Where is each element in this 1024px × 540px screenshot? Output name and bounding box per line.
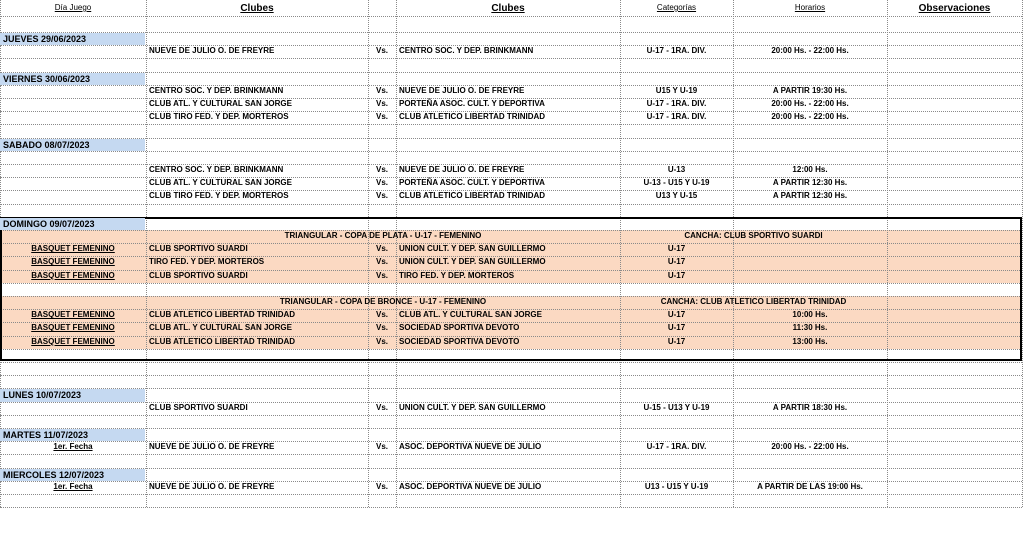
header-horarios: Horarios xyxy=(794,3,826,12)
grid-row-line xyxy=(0,283,1022,284)
grid-row-line xyxy=(0,454,1022,455)
row-label: BASQUET FEMENINO xyxy=(31,310,115,320)
home-club: CLUB SPORTIVO SUARDI xyxy=(149,244,248,254)
home-club: CLUB SPORTIVO SUARDI xyxy=(149,402,248,412)
tournament-title: TRIANGULAR - COPA DE PLATA - U-17 - FEMENINO xyxy=(284,231,482,240)
grid-row-line xyxy=(0,375,1022,376)
vs-label: Vs. xyxy=(375,112,388,122)
row-label: BASQUET FEMENINO xyxy=(31,323,115,333)
category: U-15 - U13 Y U-19 xyxy=(643,402,710,412)
grid-row-line xyxy=(0,507,1022,508)
home-club: CLUB ATLETICO LIBERTAD TRINIDAD xyxy=(149,336,296,346)
vs-label: Vs. xyxy=(375,402,388,412)
home-club: NUEVE DE JULIO O. DE FREYRE xyxy=(149,442,275,452)
schedule-time: 10:00 Hs. xyxy=(792,310,828,320)
vs-label: Vs. xyxy=(375,46,388,56)
vs-label: Vs. xyxy=(375,165,388,174)
day-header: VIERNES 30/06/2023 xyxy=(0,73,145,85)
court-label: CANCHA: CLUB SPORTIVO SUARDI xyxy=(684,231,823,240)
away-club: ASOC. DEPORTIVA NUEVE DE JULIO xyxy=(399,442,542,452)
category: U-13 xyxy=(667,165,686,174)
grid-row-line xyxy=(0,415,1022,416)
vs-label: Vs. xyxy=(375,244,388,254)
vs-label: Vs. xyxy=(375,481,388,491)
tournament-title: TRIANGULAR - COPA DE BRONCE - U-17 - FEMENINO xyxy=(279,297,487,306)
home-club: CLUB ATL. Y CULTURAL SAN JORGE xyxy=(149,178,292,188)
row-label: BASQUET FEMENINO xyxy=(31,244,115,254)
away-club: CLUB ATL. Y CULTURAL SAN JORGE xyxy=(399,310,542,320)
grid-row-line xyxy=(0,151,1022,152)
grid-row-line xyxy=(0,428,1022,429)
category: U-13 - U15 Y U-19 xyxy=(643,178,710,188)
away-club: PORTEÑA ASOC. CULT. Y DEPORTIVA xyxy=(399,178,545,188)
header-clubes-local: Clubes xyxy=(240,3,274,14)
category: U-17 - 1RA. DIV. xyxy=(646,46,707,56)
grid-row-line xyxy=(0,349,1022,350)
schedule-time: A PARTIR 12:30 Hs. xyxy=(772,191,848,201)
grid-row-line xyxy=(0,204,1022,205)
vs-label: Vs. xyxy=(375,310,388,320)
category: U-17 xyxy=(667,270,686,280)
vs-label: Vs. xyxy=(375,191,388,201)
row-label: BASQUET FEMENINO xyxy=(31,336,115,346)
header-categorias: Categorías xyxy=(656,3,697,12)
row-label: BASQUET FEMENINO xyxy=(31,270,115,280)
row-label: 1er. Fecha xyxy=(53,481,93,491)
vs-label: Vs. xyxy=(375,270,388,280)
category: U15 Y U-19 xyxy=(655,85,698,95)
header-observaciones: Observaciones xyxy=(918,3,991,14)
away-club: ASOC. DEPORTIVA NUEVE DE JULIO xyxy=(399,481,542,491)
schedule-time: A PARTIR 19:30 Hs. xyxy=(772,85,848,95)
schedule-time: A PARTIR 12:30 Hs. xyxy=(772,178,848,188)
schedule-time: 20:00 Hs. - 22:00 Hs. xyxy=(771,112,849,122)
day-header: JUEVES 29/06/2023 xyxy=(0,33,145,45)
vs-label: Vs. xyxy=(375,442,388,452)
section-border xyxy=(0,217,1022,219)
day-header: MARTES 11/07/2023 xyxy=(0,429,145,441)
home-club: CLUB TIRO FED. Y DEP. MORTEROS xyxy=(149,191,289,201)
home-club: CENTRO SOC. Y DEP. BRINKMANN xyxy=(149,85,284,95)
vs-label: Vs. xyxy=(375,323,388,333)
home-club: CLUB ATL. Y CULTURAL SAN JORGE xyxy=(149,99,292,108)
header-dia-juego: Día Juego xyxy=(54,3,92,12)
away-club: NUEVE DE JULIO O. DE FREYRE xyxy=(399,85,525,95)
row-label: BASQUET FEMENINO xyxy=(31,257,115,267)
home-club: NUEVE DE JULIO O. DE FREYRE xyxy=(149,46,275,56)
home-club: NUEVE DE JULIO O. DE FREYRE xyxy=(149,481,275,491)
day-header: SABADO 08/07/2023 xyxy=(0,139,145,151)
away-club: NUEVE DE JULIO O. DE FREYRE xyxy=(399,165,525,174)
day-header: LUNES 10/07/2023 xyxy=(0,389,145,401)
vs-label: Vs. xyxy=(375,99,388,108)
category: U-17 - 1RA. DIV. xyxy=(646,99,707,108)
vs-label: Vs. xyxy=(375,336,388,346)
schedule-time: 20:00 Hs. - 22:00 Hs. xyxy=(771,46,849,56)
grid-row-line xyxy=(0,468,1022,469)
home-club: TIRO FED. Y DEP. MORTEROS xyxy=(149,257,265,267)
grid-row-line xyxy=(0,72,1022,73)
vs-label: Vs. xyxy=(375,257,388,267)
away-club: UNION CULT. Y DEP. SAN GUILLERMO xyxy=(399,402,546,412)
category: U-17 - 1RA. DIV. xyxy=(646,112,707,122)
grid-header-line xyxy=(0,16,1022,17)
home-club: CENTRO SOC. Y DEP. BRINKMANN xyxy=(149,165,284,174)
home-club: CLUB ATL. Y CULTURAL SAN JORGE xyxy=(149,323,292,333)
grid-row-line xyxy=(0,362,1022,363)
away-club: SOCIEDAD SPORTIVA DEVOTO xyxy=(399,336,520,346)
category: U-17 xyxy=(667,336,686,346)
category: U-17 xyxy=(667,310,686,320)
category: U-17 xyxy=(667,244,686,254)
away-club: UNION CULT. Y DEP. SAN GUILLERMO xyxy=(399,244,546,254)
grid-row-line xyxy=(0,494,1022,495)
grid-row-line xyxy=(0,124,1022,125)
day-header: DOMINGO 09/07/2023 xyxy=(0,218,145,230)
grid-column-line xyxy=(887,0,888,507)
schedule-time: 13:00 Hs. xyxy=(792,336,828,346)
schedule-time: A PARTIR DE LAS 19:00 Hs. xyxy=(757,481,863,491)
away-club: UNION CULT. Y DEP. SAN GUILLERMO xyxy=(399,257,546,267)
grid-row-line xyxy=(0,32,1022,33)
schedule-time: 12:00 Hs. xyxy=(792,165,828,174)
category: U-17 - 1RA. DIV. xyxy=(646,442,707,452)
schedule-time: A PARTIR 18:30 Hs. xyxy=(772,402,848,412)
schedule-time: 11:30 Hs. xyxy=(792,323,828,333)
category: U13 - U15 Y U-19 xyxy=(644,481,709,491)
day-header: MIERCOLES 12/07/2023 xyxy=(0,469,145,481)
home-club: CLUB SPORTIVO SUARDI xyxy=(149,270,248,280)
court-label: CANCHA: CLUB ATLETICO LIBERTAD TRINIDAD xyxy=(660,297,847,306)
away-club: CLUB ATLETICO LIBERTAD TRINIDAD xyxy=(399,191,546,201)
grid-row-line xyxy=(0,388,1022,389)
away-club: SOCIEDAD SPORTIVA DEVOTO xyxy=(399,323,520,333)
away-club: CENTRO SOC. Y DEP. BRINKMANN xyxy=(399,46,534,56)
away-club: PORTEÑA ASOC. CULT. Y DEPORTIVA xyxy=(399,99,545,108)
row-label: 1er. Fecha xyxy=(53,442,93,452)
away-club: TIRO FED. Y DEP. MORTEROS xyxy=(399,270,515,280)
vs-label: Vs. xyxy=(375,178,388,188)
away-club: CLUB ATLETICO LIBERTAD TRINIDAD xyxy=(399,112,546,122)
home-club: CLUB TIRO FED. Y DEP. MORTEROS xyxy=(149,112,289,122)
home-club: CLUB ATLETICO LIBERTAD TRINIDAD xyxy=(149,310,296,320)
section-border xyxy=(0,359,1022,361)
category: U-17 xyxy=(667,323,686,333)
grid-column-line xyxy=(733,0,734,507)
vs-label: Vs. xyxy=(375,85,388,95)
grid-row-line xyxy=(0,138,1022,139)
grid-row-line xyxy=(0,58,1022,59)
category: U13 Y U-15 xyxy=(655,191,698,201)
grid-column-line xyxy=(1022,0,1023,507)
section-border xyxy=(1020,217,1022,361)
schedule-time: 20:00 Hs. - 22:00 Hs. xyxy=(771,442,849,452)
schedule-time: 20:00 Hs. - 22:00 Hs. xyxy=(771,99,849,108)
header-clubes-visitante: Clubes xyxy=(491,3,525,14)
category: U-17 xyxy=(667,257,686,267)
